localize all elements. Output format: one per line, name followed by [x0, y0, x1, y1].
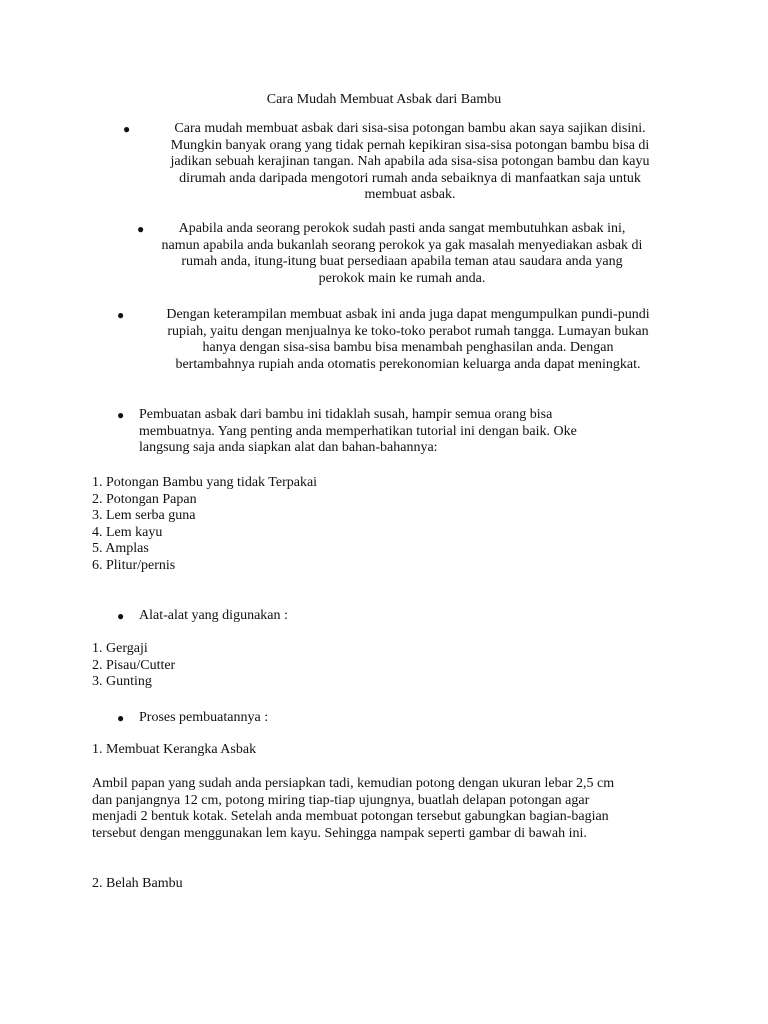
text-line: Cara mudah membuat asbak dari sisa-sisa potongan bambu akan saya sajikan disini. — [174, 121, 646, 136]
step1-paragraph — [92, 776, 672, 842]
text-line: tersebut dengan menggunakan lem kayu. Sehingga nampak seperti gambar di bawah ini. — [92, 825, 587, 841]
text-line: Pembuatan asbak dari bambu ini tidaklah susah, hampir semua orang bisa — [139, 407, 553, 422]
materials-list — [92, 475, 317, 574]
bullet-icon: ● — [123, 122, 131, 136]
text-line: menjadi 2 bentuk kotak. Setelah anda membuat potongan tersebut gabungkan bagian-bagian — [92, 809, 609, 824]
bullet-icon: ● — [117, 308, 125, 322]
process-heading-text: Proses pembuatannya : — [139, 710, 269, 725]
text-line: rumah anda, itung-itung buat persediaan apabila teman atau saudara anda yang — [181, 254, 623, 269]
list-item: 1. Gergaji — [92, 641, 148, 656]
text-line: rupiah, yaitu dengan menjualnya ke toko-toko perabot rumah tangga. Lumayan bukan — [167, 323, 649, 339]
list-item: 4. Lem kayu — [92, 524, 163, 540]
text-line: dan panjangnya 12 cm, potong miring tiap-tiap ujungnya, buatlah delapan potongan agar — [92, 792, 590, 808]
text-line: namun apabila anda bukanlah seorang perokok ya gak masalah menyediakan asbak di — [161, 237, 643, 253]
tools-heading — [117, 608, 517, 625]
bullet-paragraph-3 — [117, 307, 677, 373]
step1-heading: 1. Membuat Kerangka Asbak — [92, 742, 257, 757]
list-item: 2. Pisau/Cutter — [92, 657, 176, 673]
text-line: jadikan sebuah kerajinan tangan. Nah apabila ada sisa-sisa potongan bambu dan kayu — [170, 154, 650, 169]
text-line: bertambahnya rupiah anda otomatis perekonomian keluarga anda dapat meningkat. — [175, 356, 641, 372]
bullet-icon: ● — [117, 408, 125, 422]
text-line: membuat asbak. — [364, 187, 456, 202]
list-item: 3. Lem serba guna — [92, 508, 196, 523]
text-line: Dengan keterampilan membuat asbak ini anda juga dapat mengumpulkan pundi-pundi — [166, 307, 650, 322]
bullet-icon: ● — [117, 711, 125, 725]
text-line: dirumah anda daripada mengotori rumah anda sebaiknya di manfaatkan saja untuk — [179, 170, 641, 186]
process-heading — [117, 710, 517, 727]
bullet-paragraph-2 — [137, 221, 667, 287]
text-line: Apabila anda seorang perokok sudah pasti anda sangat membutuhkan asbak ini, — [178, 221, 626, 236]
list-item: 1. Potongan Bambu yang tidak Terpakai — [92, 475, 318, 490]
text-line: perokok main ke rumah anda. — [318, 270, 486, 286]
text-line: Mungkin banyak orang yang tidak pernah kepikiran sisa-sisa potongan bambu bisa di — [170, 137, 650, 153]
text-line: Ambil papan yang sudah anda persiapkan tadi, kemudian potong dengan ukuran lebar 2,5 cm — [92, 776, 615, 791]
list-item: 2. Potongan Papan — [92, 491, 197, 507]
list-item: 6. Plitur/pernis — [92, 557, 176, 573]
bullet-icon: ● — [117, 609, 125, 623]
bullet-paragraph-4 — [117, 407, 677, 457]
tools-list — [92, 641, 175, 691]
bullet-icon: ● — [137, 222, 145, 236]
list-item: 5. Amplas — [92, 541, 149, 556]
document-title: Cara Mudah Membuat Asbak dari Bambu — [266, 92, 502, 107]
text-line: langsung saja anda siapkan alat dan bahan-bahannya: — [139, 440, 438, 455]
text-line: hanya dengan sisa-sisa bambu bisa menambah penghasilan anda. Dengan — [202, 340, 614, 355]
text-line: membuatnya. Yang penting anda memperhatikan tutorial ini dengan baik. Oke — [139, 423, 577, 439]
step2-heading: 2. Belah Bambu — [92, 876, 183, 891]
list-item: 3. Gunting — [92, 674, 152, 689]
bullet-paragraph-1 — [123, 121, 683, 204]
tools-heading-text: Alat-alat yang digunakan : — [139, 608, 288, 623]
